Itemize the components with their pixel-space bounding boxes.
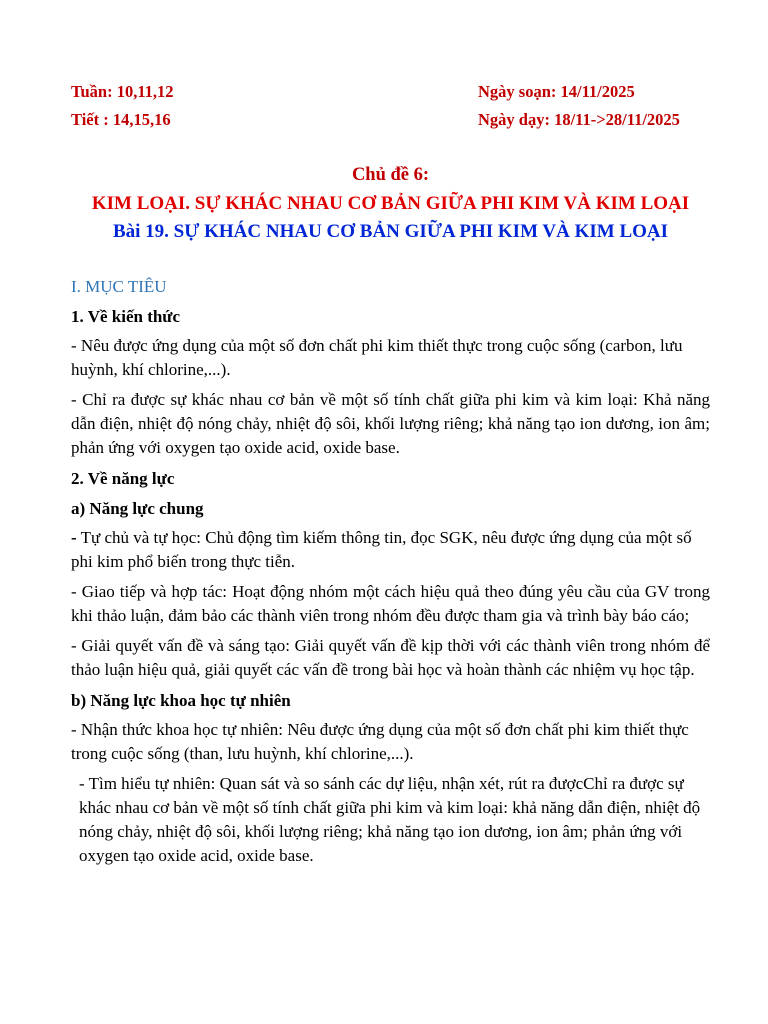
knowledge-heading: 1. Về kiến thức [71, 307, 181, 326]
general-paragraph-1-text: Tự chủ và tự học: Chủ động tìm kiếm thông tin, đọc SGK, nêu được ứng dụng của một số phi kim phổ biến trong thực tiễn. [71, 528, 692, 571]
header-row-2 [71, 110, 710, 130]
topic-title: KIM LOẠI. SỰ KHÁC NHAU CƠ BẢN GIỮA PHI KIM VÀ KIM LOẠI [91, 193, 690, 214]
general-paragraph-1 [71, 526, 710, 574]
teaching-date: Ngày dạy: 18/11->28/11/2025 [478, 110, 680, 129]
general-paragraph-2: - Giao tiếp và hợp tác: Hoạt động nhóm một cách hiệu quả theo đúng yêu cầu của GV trong khi thảo luận, đảm bảo các thành viên trong nhóm đều được tham gia và trình bày báo cáo; [71, 582, 710, 625]
topic-label: Chủ đề 6: [351, 165, 430, 185]
title-block [71, 163, 710, 244]
week-label: Tuần: 10,11,12 [71, 82, 174, 101]
lesson-title: Bài 19. SỰ KHÁC NHAU CƠ BẢN GIỮA PHI KIM VÀ KIM LOẠI [112, 221, 669, 242]
prepared-date: Ngày soạn: 14/11/2025 [478, 82, 635, 101]
competence-heading: 2. Về năng lực [71, 469, 175, 488]
header-row-1 [71, 0, 710, 102]
general-paragraph-1-dash: - [71, 528, 77, 547]
section-heading-objectives: I. MỤC TIÊU [71, 277, 167, 296]
lesson-periods: Tiết : 14,15,16 [71, 110, 171, 129]
general-competence-heading: a) Năng lực chung [71, 499, 204, 518]
science-competence-heading: b) Năng lực khoa học tự nhiên [71, 691, 291, 710]
science-paragraph-2: - Tìm hiểu tự nhiên: Quan sát và so sánh các dự liệu, nhận xét, rút ra đượcChỉ ra được sự khác nhau cơ bản về một số tính chất giữa phi kim và kim loại: khả năng dẫn điện, nhiệt độ nóng chảy, nhiệt độ sôi, khối lượng riêng; khả năng tạo ion dương, ion âm; phản ứng với oxygen tạo oxide acid, oxide base. [79, 774, 701, 865]
knowledge-paragraph-1: - Nêu được ứng dụng của một số đơn chất phi kim thiết thực trong cuộc sống (carbon, lưu huỳnh, khí chlorine,...). [71, 336, 683, 379]
general-paragraph-3: - Giải quyết vấn đề và sáng tạo: Giải quyết vấn đề kịp thời với các thành viên trong nhóm để thảo luận hiệu quả, giải quyết các vấn đề trong bài học và hoàn thành các nhiệm vụ học tập. [71, 636, 710, 679]
science-paragraph-1: - Nhận thức khoa học tự nhiên: Nêu được ứng dụng của một số đơn chất phi kim thiết thực trong cuộc sống (than, lưu huỳnh, khí chlorine,...). [71, 720, 689, 763]
knowledge-paragraph-2: - Chỉ ra được sự khác nhau cơ bản về một số tính chất giữa phi kim và kim loại: Khả năng dẫn điện, nhiệt độ nóng chảy, nhiệt độ sôi, khối lượng riêng; khả năng tạo ion dương, ion âm; phản ứng với oxygen tạo oxide acid, oxide base. [71, 390, 710, 457]
